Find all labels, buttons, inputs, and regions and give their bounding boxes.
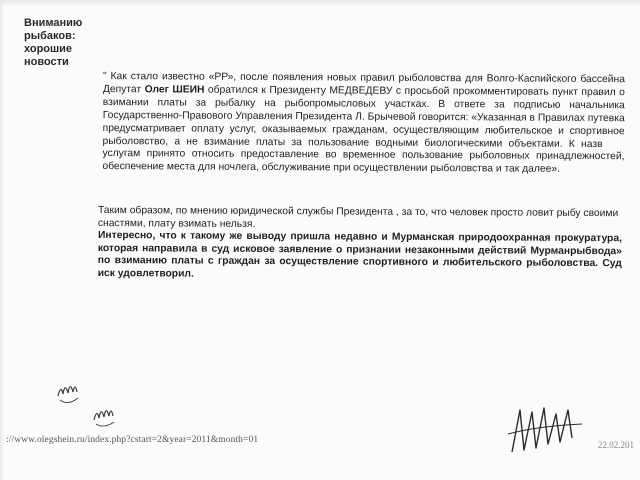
- scan-edge-left: [0, 0, 4, 480]
- headline-line: рыбаков:: [24, 30, 76, 42]
- scan-edge-top: [0, 0, 640, 6]
- headline-line: новости: [24, 56, 69, 68]
- conclusion-paragraph: Таким образом, по мнению юридической службы Президента , за то, что человек просто ловит рыбу своими снастями, плату взимать нельзя.: [97, 205, 619, 230]
- headline-line: Вниманию: [24, 17, 83, 29]
- headline: [24, 17, 104, 69]
- quote-text-part1: " Как стало известно «РР», после появления новых правил рыболовства для Волго-Каспийского бассейна Депутат: [102, 71, 625, 96]
- quote-text-part2: обратился к Президенту МЕДВЕДЕВУ с просьбой прокомментировать пункт правил о взимании платы за рыбалку на рыбопромысловых участках. В ответе за подписью начальника Государственно-Правового Управления Президента Л. Брычевой говорится: «Указанная в Правилах путевка предусматривает оплату услуг, оказываемых гражданам, осуществляющим любительское и спортивное рыболовство, а не взимание платы за пользование водными биологическими объектами. К назв: [102, 84, 625, 150]
- source-url: ://www.olegshein.ru/index.php?cstart=2&year=2011&month=01: [6, 435, 259, 445]
- murmansk-paragraph: Интересно, что к такому же выводу пришла недавно и Мурманская природоохранная прокуратура, которая направила в суд исковое заявление о признании незаконными действий Мурманрыбвода» по взиманию платы с граждан за осуществление спортивного и любительского рыболовства. Суд иск удовлетворил.: [97, 230, 622, 280]
- handwritten-signature: [506, 404, 590, 456]
- headline-line: хорошие: [24, 43, 73, 55]
- smudge-gap: [603, 146, 625, 147]
- handwritten-marks: [54, 370, 120, 428]
- print-date: 22.02.201: [598, 440, 634, 450]
- quote-paragraph: [102, 71, 625, 177]
- deputy-name: Олег ШЕИН: [144, 84, 205, 96]
- quote-text-part3: услугам принято относить предоставление во временное пользование рыболовных принадлежностей, обеспечение места для ночлега, обслуживание при осуществлении рыболовства и так далее».: [102, 148, 625, 176]
